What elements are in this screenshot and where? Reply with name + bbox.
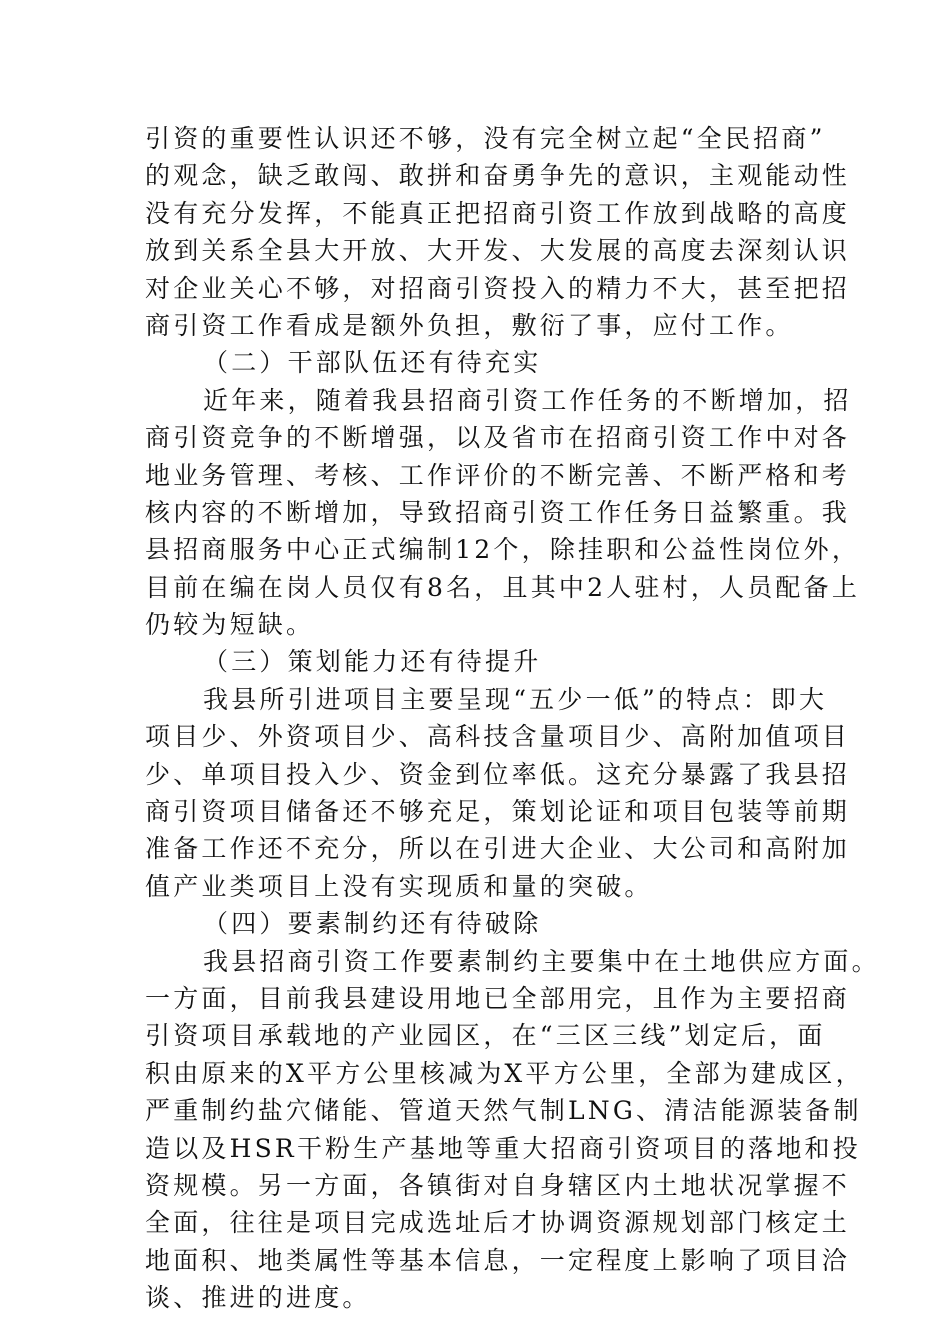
paragraph-line: 一方面，目前我县建设用地已全部用完，且作为主要招商 xyxy=(145,983,851,1013)
paragraph-line: 放到关系全县大开放、大开发、大发展的高度去深刻认识 xyxy=(145,236,851,266)
section-heading-2: （二）干部队伍还有待充实 xyxy=(203,348,542,378)
paragraph-line: 的观念，缺乏敢闯、敢拼和奋勇争先的意识，主观能动性 xyxy=(145,161,851,191)
paragraph-line: 谈、推进的进度。 xyxy=(145,1283,371,1313)
paragraph-line: 地业务管理、考核、工作评价的不断完善、不断严格和考 xyxy=(145,460,851,490)
paragraph-line: 全面，往往是项目完成选址后才协调资源规划部门核定土 xyxy=(145,1208,851,1238)
paragraph-line: 值产业类项目上没有实现质和量的突破。 xyxy=(145,871,653,901)
paragraph-line: 商引资项目储备还不够充足，策划论证和项目包装等前期 xyxy=(145,797,851,827)
paragraph-line: 积由原来的X平方公里核减为X平方公里，全部为建成区， xyxy=(145,1058,864,1088)
paragraph-line: 少、单项目投入少、资金到位率低。这充分暴露了我县招 xyxy=(145,759,851,789)
paragraph-line: 严重制约盐穴储能、管道天然气制LNG、清洁能源装备制 xyxy=(145,1096,862,1126)
paragraph-line: 引资的重要性认识还不够，没有完全树立起“全民招商” xyxy=(145,124,826,153)
paragraph-line: 造以及HSR干粉生产基地等重大招商引资项目的落地和投 xyxy=(145,1133,861,1163)
paragraph-line: 县招商服务中心正式编制12个，除挂职和公益性岗位外， xyxy=(145,535,861,565)
section-heading-3: （三）策划能力还有待提升 xyxy=(203,647,542,677)
paragraph-line: 项目少、外资项目少、高科技含量项目少、高附加值项目 xyxy=(145,722,851,752)
paragraph-line: 商引资竞争的不断增强，以及省市在招商引资工作中对各 xyxy=(145,423,851,453)
paragraph-line: 地面积、地类属性等基本信息，一定程度上影响了项目洽 xyxy=(145,1245,851,1275)
paragraph-line: 仍较为短缺。 xyxy=(145,610,315,640)
paragraph-line: 目前在编在岗人员仅有8名，且其中2人驻村，人员配备上 xyxy=(145,572,861,602)
paragraph-line: 没有充分发挥，不能真正把招商引资工作放到战略的高度 xyxy=(145,198,851,228)
paragraph-first-line: 近年来，随着我县招商引资工作任务的不断增加，招 xyxy=(203,385,852,415)
paragraph-line: 准备工作还不充分，所以在引进大企业、大公司和高附加 xyxy=(145,834,851,864)
document-body xyxy=(145,120,880,1317)
paragraph-line: 资规模。另一方面，各镇街对自身辖区内土地状况掌握不 xyxy=(145,1170,851,1200)
paragraph-line: 商引资工作看成是额外负担，敷衍了事，应付工作。 xyxy=(145,310,794,340)
paragraph-line: 核内容的不断增加，导致招商引资工作任务日益繁重。我 xyxy=(145,497,851,527)
paragraph-first-line: 我县所引进项目主要呈现“五少一低”的特点：即大 xyxy=(203,684,828,714)
paragraph-line: 对企业关心不够，对招商引资投入的精力不大，甚至把招 xyxy=(145,273,851,303)
paragraph-line: 引资项目承载地的产业园区，在“三区三线”划定后，面 xyxy=(145,1021,826,1051)
paragraph-first-line: 我县招商引资工作要素制约主要集中在土地供应方面。 xyxy=(203,946,880,976)
section-heading-4: （四）要素制约还有待破除 xyxy=(203,909,542,939)
